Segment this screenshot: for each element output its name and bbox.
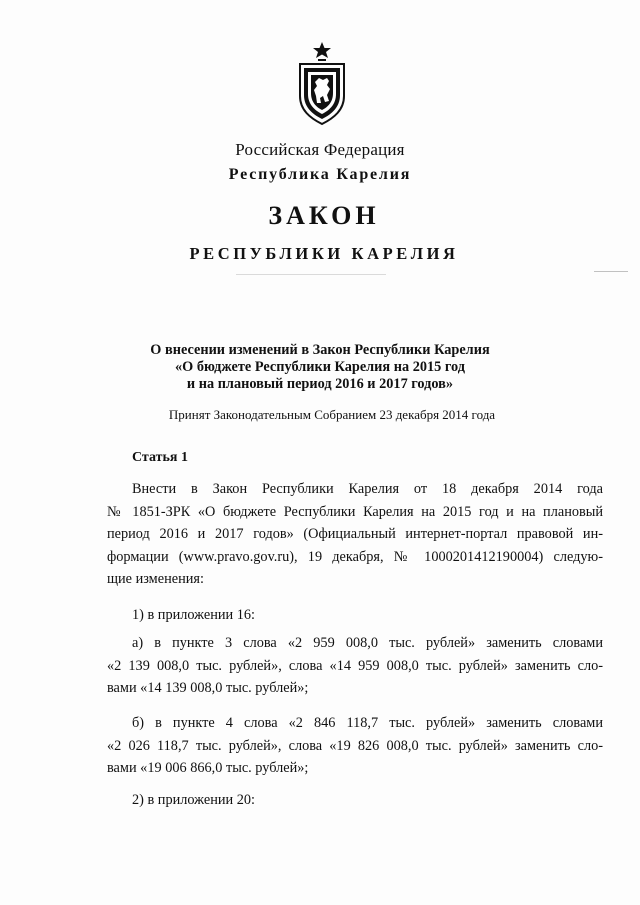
list-item (107, 712, 603, 780)
adoption-note: Принят Законодательным Собранием 23 декабря 2014 года (168, 407, 496, 422)
text-line: период 2016 и 2017 годов» (Официальный интернет-портал правовой ин- (107, 526, 603, 542)
list-item (107, 604, 603, 627)
scan-artifact (236, 274, 386, 275)
text-line: № 1851-ЗРК «О бюджете Республики Карелия на 2015 год и на плановый (107, 503, 603, 520)
text-line: «2 026 118,7 тыс. рублей», слова «19 826 008,0 тыс. рублей» заменить сло- (107, 737, 603, 754)
text-line: вами «14 139 008,0 тыс. рублей»; (107, 680, 309, 696)
republic-name: Республика Карелия (228, 166, 412, 183)
karelia-coat-of-arms-icon (294, 40, 350, 126)
article-intro (107, 478, 603, 591)
list-item (107, 632, 603, 700)
text-line: 2) в приложении 20: (132, 792, 256, 808)
law-name-line: и на плановый период 2016 и 2017 годов» (186, 376, 454, 392)
text-line: вами «19 006 866,0 тыс. рублей»; (107, 760, 309, 776)
text-line: 1) в приложении 16: (132, 607, 256, 623)
scan-artifact (594, 271, 628, 272)
text-line: «2 139 008,0 тыс. рублей», слова «14 959 008,0 тыс. рублей» заменить сло- (107, 657, 603, 674)
law-title: ЗАКОН (268, 201, 380, 230)
law-name-line: «О бюджете Республики Карелия на 2015 год (175, 359, 465, 375)
law-name-line: О внесении изменений в Закон Республики Карелия (150, 342, 490, 358)
country-name: Российская Федерация (235, 140, 405, 159)
list-item (107, 789, 603, 812)
text-line: а) в пункте 3 слова «2 959 008,0 тыс. рублей» заменить словами (132, 635, 603, 651)
law-name (0, 342, 640, 393)
text-line: б) в пункте 4 слова «2 846 118,7 тыс. рублей» заменить словами (132, 715, 603, 731)
article-heading: Статья 1 (132, 450, 188, 465)
law-subtitle: РЕСПУБЛИКИ КАРЕЛИЯ (189, 244, 459, 263)
text-line: щие изменения: (107, 571, 204, 587)
text-line: формации (www.pravo.gov.ru), 19 декабря, № 1000201412190004) следую- (107, 548, 603, 565)
text-line: Внести в Закон Республики Карелия от 18 декабря 2014 года (132, 481, 603, 497)
